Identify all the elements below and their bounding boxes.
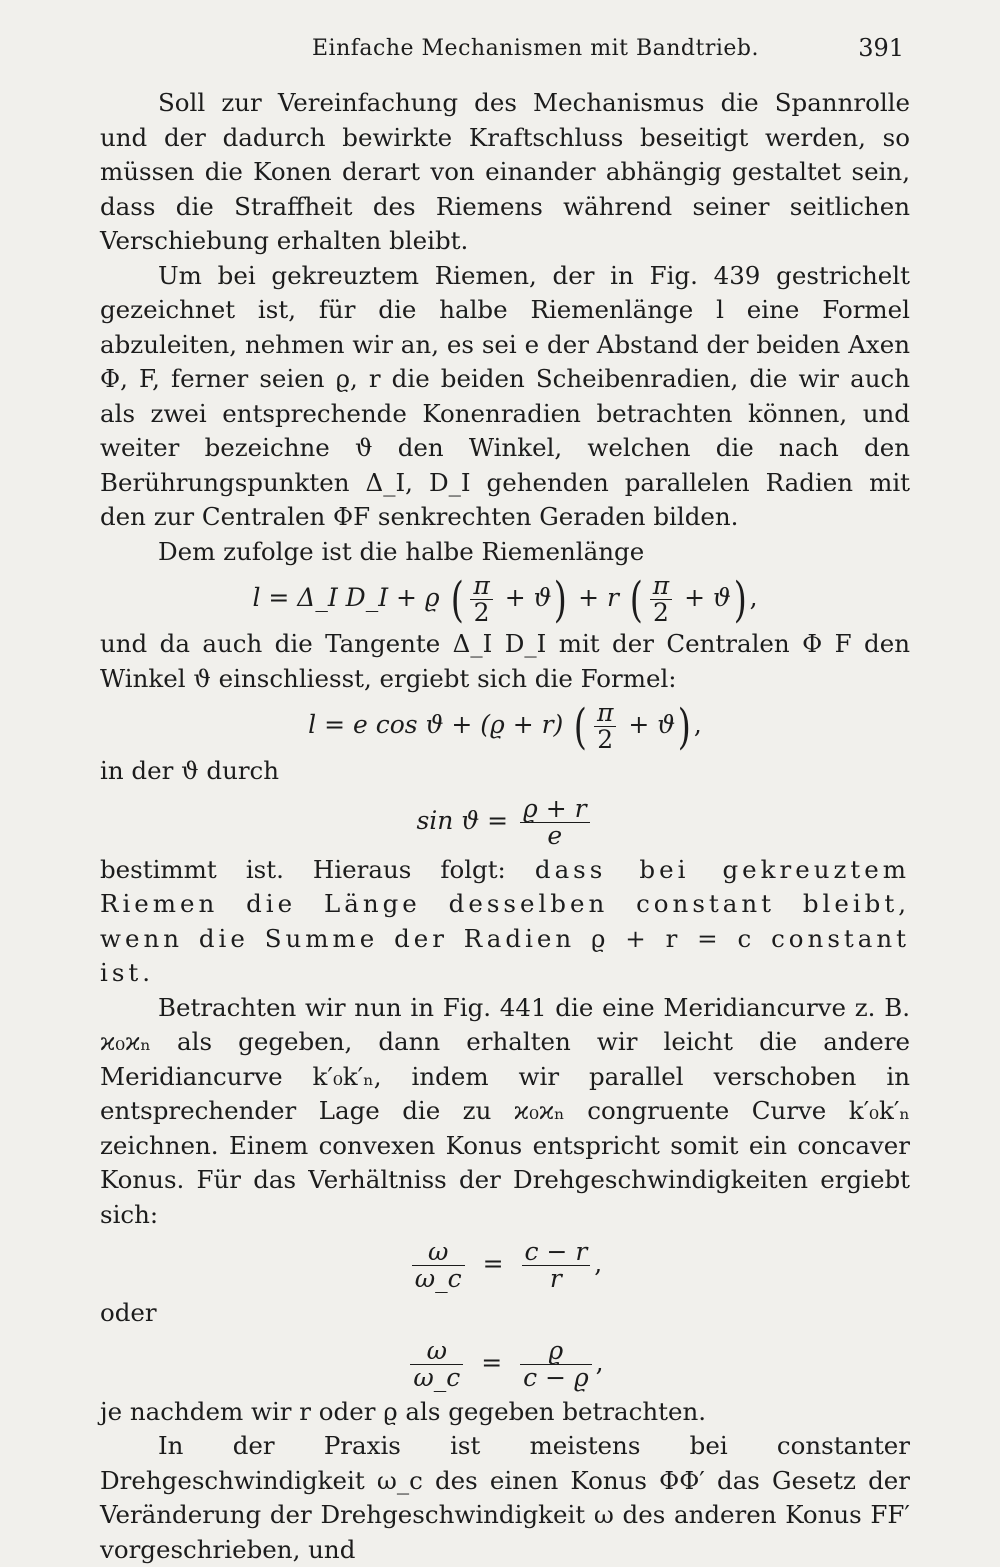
formula-1-mid: + ϑ — [504, 583, 552, 612]
paragraph-3: Dem zufolge ist die halbe Riemenlänge — [158, 536, 645, 566]
formula-3-fraction: $\frac{ϱ + r}{e}$ — [520, 796, 590, 849]
formula-sin-theta — [100, 789, 910, 853]
formula-1-fraction-b: $\frac{\pi}{2}$ — [650, 573, 672, 626]
paragraph-2: Um bei gekreuztem Riemen, der in Fig. 439 gestrichelt gezeichnet ist, für die halbe Riemenlänge l eine Formel abzuleiten, nehmen wir an, es sei e der Abstand der beiden Axen Φ, F, ferner seien ϱ, r die beiden Scheibenradien, die wir auch als zwei entsprechende Konenradien betrachten können, und weiter bezeichne ϑ den Winkel, welchen die nach den Berührungspunkten Δ_I, D_I gehenden parallelen Radien mit den zur Centralen ΦF senkrechten Geraden bilden. — [100, 260, 910, 531]
formula-ratio-r: $\frac{\omega}{\omega\_c}$ = $\frac{c - r}{r}$ , — [100, 1232, 910, 1296]
paragraph-10: In der Praxis ist meistens bei constanter Drehgeschwindigkeit ω_c des einen Konus ΦΦ′ das Gesetz der Veränderung der Drehgeschwindigkeit ω des anderen Konus FF′ vorgeschrieben, und — [100, 1431, 910, 1564]
formula-1-plus-r: + r — [578, 583, 620, 612]
formula-5-fraction-left: $\frac{\omega}{\omega\_c}$ — [410, 1338, 463, 1391]
formula-4-fraction-left: $\frac{\omega}{\omega\_c}$ — [412, 1239, 465, 1292]
formula-2-left: l = e cos ϑ + (ϱ + r) — [308, 710, 564, 739]
emphasized-result: dass bei gekreuztem Riemen die Länge desselben constant bleibt, wenn die Summe der Radien ϱ + r = c constant ist. — [100, 854, 910, 987]
page-header — [100, 28, 908, 68]
formula-ratio-rho: $\frac{\omega}{\omega\_c}$ = $\frac{ϱ}{c - ϱ}$ , — [100, 1331, 910, 1395]
paragraph-4: und da auch die Tangente Δ_I D_I mit der Centralen Φ F den Winkel ϑ einschliesst, ergiebt sich die Formel: — [100, 629, 910, 693]
body-text — [100, 86, 910, 1567]
paragraph-1: Soll zur Vereinfachung des Mechanismus die Spannrolle und der dadurch bewirkte Kraftschluss beseitigt werden, so müssen die Konen derart von einander abhängig gestaltet sein, dass die Straffheit des Riemens während seiner seitlichen Verschiebung erhalten bleibt. — [100, 88, 910, 255]
formula-belt-length: l = Δ_I D_I + ϱ ( $\frac{\pi}{2}$ + ϑ) + r ( $\frac{\pi}{2}$ + ϑ) , — [252, 571, 758, 628]
formula-2-fraction: $\frac{\pi}{2}$ — [594, 700, 616, 753]
formula-4-fraction-right: $\frac{c - r}{r}$ — [522, 1239, 591, 1292]
formula-5-fraction-right: $\frac{ϱ}{c - ϱ}$ — [520, 1338, 592, 1391]
page-number: 391 — [858, 34, 904, 62]
paragraph-6: bestimmt ist. Hieraus folgt: dass bei gekreuztem Riemen die Länge desselben constant bleibt, wenn die Summe der Radien ϱ + r = c constant ist. — [100, 854, 910, 987]
formula-3-left: sin ϑ = — [416, 805, 509, 835]
paragraph-8: oder — [100, 1298, 157, 1327]
paragraph-7: Betrachten wir nun in Fig. 441 die eine Meridiancurve z. B. ϰ₀ϰₙ als gegeben, dann erhalten wir leicht die andere Meridiancurve k′₀k′ₙ, indem wir parallel verschoben in entsprechender Lage die zu ϰ₀ϰₙ congruente Curve k′₀k′ₙ zeichnen. Einem convexen Konus entspricht somit ein concaver Konus. Für das Verhältniss der Drehgeschwindigkeiten ergiebt sich: — [100, 992, 910, 1229]
running-title: Einfache Mechanismen mit Bandtrieb. — [312, 36, 759, 61]
paragraph-5: in der ϑ durch — [100, 756, 280, 785]
formula-1-end: + ϑ — [684, 583, 731, 612]
formula-1-fraction-a: $\frac{\pi}{2}$ — [470, 573, 492, 626]
formula-1-left: l = Δ_I D_I + ϱ — [252, 583, 440, 612]
formula-belt-length-cos: l = e cos ϑ + (ϱ + r) ( $\frac{\pi}{2}$ + ϑ) , — [308, 698, 702, 755]
formula-2-end: + ϑ — [628, 710, 676, 739]
paragraph-9: je nachdem wir r oder ϱ als gegeben betrachten. — [100, 1396, 707, 1426]
